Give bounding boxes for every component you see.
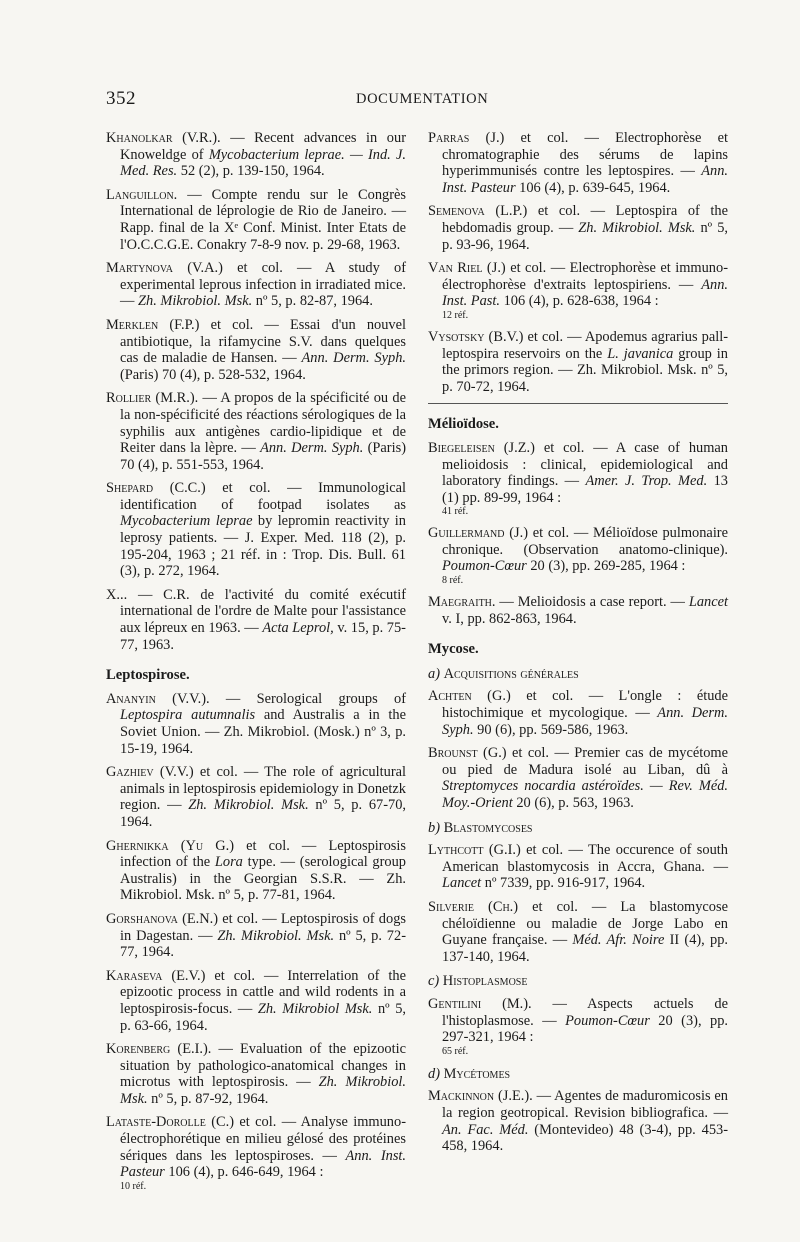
entry-citation: nº 5, p. 63-66, 1964. [120, 1000, 406, 1034]
entry-author: Silverie (Ch.) [428, 898, 519, 915]
entry-author: Parras (J.) [428, 130, 505, 146]
entry-italic: Zh. Mikrobiol. Msk. [578, 219, 696, 236]
bibliography-entry [428, 745, 728, 811]
bibliography-entry [106, 911, 406, 961]
entry-text: et col. — The role of agricultural animals in leptospirosis epidemiology in Donetzk region. — [120, 764, 406, 814]
entry-italic: Streptomyces nocardia astéroïdes. — Rev. Méd. Moy.-Orient [442, 778, 728, 811]
subsection-b [428, 820, 728, 837]
bibliography-entry [428, 1088, 728, 1154]
bibliography-entry [106, 187, 406, 253]
entry-citation: by lepromin reactivity in leprosy patients. — J. Exper. Med. 118 (2), p. 195-204, 1963 ; 21 réf. in : Trop. Dis. Bull. 61 (3), p. 272, 1964. [120, 513, 406, 580]
entry-citation: type. — (serological group Australis) in the Georgian S.S.R. — Zh. Mikrobiol. Msk. nº 5, p. 77-81, 1964. [120, 854, 407, 904]
entry-text: et col. — L'ongle : étude histochimique et mycologique. — [442, 688, 728, 722]
entry-text: et col. — Leptospira of the hebdomadis group. — [442, 203, 728, 236]
entry-italic: Zh. Mikrobiol. Msk. [138, 293, 253, 310]
bibliography-entry [106, 691, 406, 757]
entry-citation: 106 (4), p. 628-638, 1964 : [499, 293, 659, 310]
entry-author: Maegraith. [428, 594, 496, 611]
entry-author: Khanolkar (V.R.). [106, 130, 221, 146]
entry-text: — Agentes de maduromicosis en la region geotropical. Revision bibliografica. — [442, 1088, 728, 1121]
entry-citation: 20 (3), pp. 297-321, 1964 : [442, 1012, 728, 1046]
bibliography-entry [106, 317, 406, 383]
bibliography-entry [106, 260, 406, 310]
bibliography-entry [106, 838, 406, 904]
entry-citation: (Paris) 70 (4), p. 528-532, 1964. [120, 366, 306, 383]
subsection-b-letter: b) [428, 819, 440, 836]
bibliography-entry [428, 440, 728, 518]
entry-author: Gentilini (M.). [428, 995, 532, 1012]
entry-author: Gorshanova (E.N.) [106, 910, 219, 927]
entry-italic: Lancet [442, 875, 482, 892]
entry-author: Van Riel (J.) [428, 260, 506, 277]
bibliography-entry [428, 899, 728, 965]
entry-citation: nº 5, p. 93-96, 1964. [442, 219, 728, 253]
page-number: 352 [106, 88, 136, 109]
entry-text: et col. — A case of human melioidosis : clinical, epidemiological and laboratory findings. — [442, 439, 729, 490]
page-header [106, 88, 706, 112]
entry-text: et col. — Electrophorèse et chromatographie des sérums de lapins hyperimmunisés contre les leptospires. — [442, 130, 728, 180]
entry-text: — Melioidosis a case report. — [495, 594, 689, 611]
entry-author: Karaseva (E.V.) [106, 967, 206, 984]
section-title-mycose: Mycose. [428, 641, 479, 658]
entry-italic: Zh. Mikrobiol Msk. [257, 1000, 373, 1017]
entry-italic: Ann. Derm. Syph. [442, 705, 728, 738]
entry-italic: An. Fac. Méd. [442, 1121, 529, 1138]
entry-text: — Aspects actuels de l'histoplasmose. — [442, 995, 728, 1029]
bibliography-entry [106, 764, 406, 830]
entry-author: Martynova (V.A.) [106, 260, 223, 277]
entries-leptospirose [106, 691, 406, 1193]
entry-text: et col. — Leptospirosis infection of the [120, 837, 406, 871]
subsection-d-letter: d) [428, 1065, 440, 1082]
bibliography-entry [428, 329, 728, 395]
section-title-melioidose: Mélioïdose. [428, 416, 499, 433]
entry-citation: nº 5, p. 67-70, 1964. [120, 797, 407, 830]
entry-author: Achten (G.) [428, 688, 511, 705]
running-head: DOCUMENTATION [356, 91, 489, 107]
entry-italic: Amer. J. Trop. Med. [585, 473, 708, 490]
entry-ref-count: 12 réf. [442, 309, 469, 321]
bibliography-entry [428, 996, 728, 1058]
entries-top [106, 130, 406, 653]
entries-a [428, 688, 728, 811]
entry-italic: Lancet [688, 594, 728, 611]
entry-author: Rollier (M.R.). [106, 390, 199, 407]
entry-citation: (Paris) 70 (4), p. 551-553, 1964. [120, 440, 406, 473]
bibliography-entry [106, 1114, 406, 1192]
entry-text: — Evaluation of the epizootic situation by pathologico-anatomical changes in microtus with leptospirosis. — [120, 1041, 407, 1091]
entry-text: et col. — The occurence of south American blastomycosis in Accra, Ghana. — [442, 842, 728, 875]
entry-italic: L. javanica [607, 345, 674, 362]
entry-italic: Ann. Derm. Syph. [260, 440, 364, 457]
entry-author: Guillermand (J.) [428, 525, 529, 542]
entry-italic: Zh. Mikrobiol. Msk. [217, 927, 335, 944]
entry-italic: Acta Leprol, [262, 620, 334, 637]
bibliography-entry [106, 587, 406, 653]
entry-italic: Ann. Inst. Pasteur [120, 1147, 407, 1181]
entry-author: Shepard (C.C.) [106, 480, 206, 497]
entry-text: et col. — Interrelation of the epizootic process in cattle and wild rodents in a leptospirosis-focus. — [120, 967, 406, 1017]
entry-citation: nº 7339, pp. 916-917, 1964. [481, 875, 646, 892]
entries-leptospirose-cont [428, 130, 728, 395]
entry-italic: Zh. Mikrobiol. Msk. [120, 1074, 407, 1107]
section-title-leptospirose: Leptospirose. [106, 667, 190, 684]
entry-italic: Poumon-Cœur [442, 558, 527, 575]
entry-citation: nº 5, p. 72-77, 1964. [120, 927, 406, 961]
entry-italic: Lora [214, 854, 243, 871]
entry-author: Lataste-Dorolle (C.) [106, 1114, 234, 1131]
entry-text: et col. — A study of experimental leprous infection in irradiated mice. — [120, 260, 406, 310]
entry-italic: Mycobacterium leprae [120, 513, 253, 530]
entry-citation: 20 (6), p. 563, 1963. [512, 795, 634, 811]
entries-d [428, 1088, 728, 1154]
entry-text: et col. — Apodemus agrarius pall-leptospira reservoirs on the [442, 328, 728, 362]
entry-author: Mackinnon (J.E.). [428, 1088, 533, 1105]
left-column [106, 130, 406, 1200]
entry-citation: v. I, pp. 862-863, 1964. [442, 610, 577, 627]
entry-italic: Zh. Mikrobiol. Msk. [188, 797, 309, 814]
entry-author: Biegeleisen (J.Z.) [428, 439, 535, 456]
entry-author: Korenberg (E.I.). [106, 1041, 212, 1058]
entry-italic: Ann. Inst. Pasteur [442, 163, 728, 196]
entry-text: — Compte rendu sur le Congrès International de léprologie de Rio de Janeiro. — Rapp. final de la Xᵉ Conf. Minist. Inter Etats de l'O.C.C.G.E. Conakry 7-8-9 nov. p. 29-68, 1963. [120, 186, 406, 253]
bibliography-entry [428, 130, 728, 196]
subsection-c [428, 973, 728, 990]
entry-citation: and Australis a in the Soviet Union. — Zh. Mikrobiol. (Mosk.) nº 3, p. 15-19, 1964. [120, 707, 406, 757]
entry-author: Lythcott (G.I.) [428, 842, 521, 859]
entries-b [428, 842, 728, 965]
entry-italic: Méd. Afr. Noire [572, 932, 665, 949]
bibliography-entry [106, 1041, 406, 1107]
entry-author: Vysotsky (B.V.) [428, 328, 524, 345]
entry-author: X... [106, 586, 128, 603]
entry-citation: (Montevideo) 48 (3-4), pp. 453-458, 1964. [442, 1121, 728, 1155]
right-column [428, 130, 728, 1162]
entry-author: Ghernikka (Yu G.) [106, 837, 235, 854]
bibliography-entry [106, 480, 406, 580]
subsection-d [428, 1066, 728, 1083]
entries-melioidose [428, 440, 728, 627]
subsection-c-letter: c) [428, 973, 440, 990]
entry-text: et col. — La blastomycose chéloïdienne ou maladie de Jorge Labo en Guyane française. — [442, 898, 728, 949]
entry-author: Merklen (F.P.) [106, 316, 200, 333]
bibliography-entry [428, 525, 728, 587]
bibliography-entry [428, 260, 728, 322]
entry-ref-count: 10 réf. [120, 1180, 147, 1192]
section-divider [428, 403, 728, 404]
entry-text: et col. — Immunological identification of footpad isolates as [120, 480, 406, 513]
entry-citation: v. 15, p. 75-77, 1963. [120, 620, 406, 653]
bibliography-entry [428, 842, 728, 892]
entry-citation: 13 (1) pp. 89-99, 1964 : [442, 473, 728, 506]
entry-author: Gazhiev (V.V.) [106, 764, 194, 781]
entry-italic: Poumon-Cœur [565, 1012, 650, 1029]
entry-citation: 52 (2), p. 139-150, 1964. [177, 163, 325, 180]
subsection-b-label: Blastomycoses [443, 819, 533, 836]
entry-author: Semenova (L.P.) [428, 203, 528, 220]
entry-citation: 90 (6), pp. 569-586, 1963. [473, 721, 629, 738]
entry-text: — Serological groups of [209, 690, 406, 707]
entry-author: Ananyin (V.V.). [106, 690, 210, 707]
entry-citation: nº 5, p. 82-87, 1964. [252, 293, 373, 310]
entry-text: et col. — Mélioïdose pulmonaire chronique. (Observation anatomo-clinique). [442, 525, 728, 558]
entry-text: — Recent advances in our Knoweldge of [120, 130, 406, 163]
entry-text: et col. — Essai d'un nouvel antibiotique, la rifamycine S.V. dans quelques cas de maladie de Hansen. — [120, 316, 406, 367]
entry-text: et col. — Leptospirosis of dogs in Dagestan. — [120, 910, 406, 944]
entry-citation: 20 (3), pp. 269-285, 1964 : [526, 558, 686, 575]
entry-citation: nº 5, p. 87-92, 1964. [147, 1090, 269, 1107]
entry-citation: group in the primors region. — Zh. Mikrobiol. Msk. nº 5, p. 70-72, 1964. [442, 345, 728, 395]
bibliography-entry [428, 203, 728, 253]
entry-italic: Ann. Inst. Past. [442, 276, 728, 310]
entry-italic: Mycobacterium leprae. — Ind. J. Med. Res. [120, 146, 406, 180]
bibliography-entry [106, 130, 406, 180]
bibliography-entry [106, 968, 406, 1034]
entry-italic: Leptospira autumnalis [120, 707, 256, 724]
entry-citation: II (4), pp. 137-140, 1964. [442, 932, 728, 965]
entry-ref-count: 8 réf. [442, 575, 464, 587]
bibliography-entry [428, 688, 728, 738]
entry-citation: 106 (4), p. 646-649, 1964 : [164, 1164, 324, 1181]
entry-text: et col. — Analyse immuno-électrophorétique en milieu gélosé des protéines sériques dans les leptospiroses. — [120, 1114, 406, 1164]
entry-text: — A propos de la spécificité ou de la non-spécificité des réactions sérologiques de la syphilis aux antigènes cardio-lipidique et de Reiter dans la lèpre. — [120, 390, 406, 457]
subsection-d-label: Mycétomes [443, 1065, 511, 1082]
entry-text: et col. — Electrophorèse et immuno-électrophorèse d'extraits leptospiriens. — [442, 260, 728, 293]
entry-text: et col. — Premier cas de mycétome ou pied de Madura isolé au Liban, dû à [442, 745, 728, 778]
bibliography-entry [428, 594, 728, 627]
subsection-a-letter: a) [428, 665, 440, 682]
subsection-a [428, 666, 728, 683]
entry-ref-count: 65 réf. [442, 1045, 469, 1057]
entry-italic: Ann. Derm. Syph. [301, 350, 406, 367]
entry-author: Languillon. [106, 186, 178, 203]
subsection-c-label: Histoplasmose [442, 973, 528, 990]
subsection-a-label: Acquisitions générales [443, 665, 579, 682]
bibliography-entry [106, 390, 406, 473]
entry-ref-count: 41 réf. [442, 506, 469, 518]
entries-c [428, 996, 728, 1058]
entry-author: Brounst (G.) [428, 745, 507, 762]
entry-text: — C.R. de l'activité du comité exécutif international de l'ordre de Malte pour l'assistance aux lépreux en 1963. — [120, 586, 406, 637]
entry-citation: 106 (4), p. 639-645, 1964. [515, 179, 671, 196]
